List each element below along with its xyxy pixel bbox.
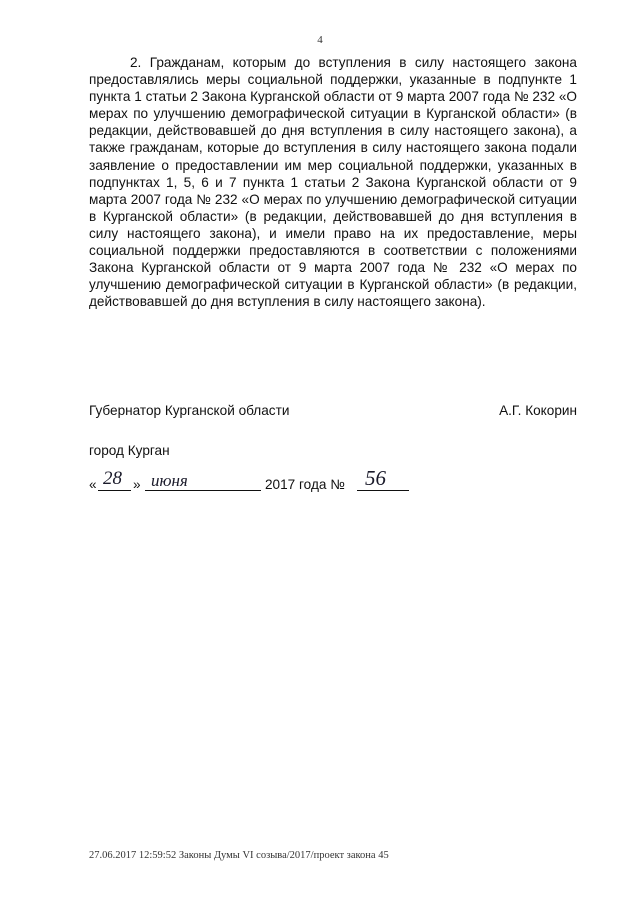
signatory-position: Губернатор Курганской области [89,403,290,418]
close-quote: » [133,477,141,492]
page-number: 4 [317,34,323,46]
signature-block [89,402,577,419]
footer-file-path: 27.06.2017 12:59:52 Законы Думы VI созыва/2017/проект закона 45 [89,850,389,861]
handwritten-day: 28 [103,468,122,489]
handwritten-number: 56 [365,466,386,490]
signatory-name: А.Г. Кокорин [499,403,577,418]
day-underline [98,490,131,491]
handwritten-month: июня [151,471,188,490]
open-quote: « [89,477,97,492]
body-paragraph: 2. Гражданам, которым до вступления в силу настоящего закона предоставлялись меры социальной поддержки, указанные в подпункте 1 пункта 1 статьи 2 Закона Курганской области от 9 марта 2007 года № 232 «О мерах по улучшению демографической ситуации в Курганской области» (в редакции, действовавшей до дня вступления в силу настоящего закона), а также гражданам, которые до вступления в силу настоящего закона подали заявление о предоставлении им мер социальной поддержки, указанных в подпунктах 1, 5, 6 и 7 пункта 1 статьи 2 Закона Курганской области от 9 марта 2007 года № 232 «О мерах по улучшению демографической ситуации в Курганской области» (в редакции, действовавшей до дня вступления в силу настоящего закона), и имели право на их предоставление, меры социальной поддержки предоставляются в соответствии с положениями Закона Курганской области от 9 марта 2007 года № 232 «О мерах по улучшению демографической ситуации в Курганской области» (в редакции, действовавшей до дня вступления в силу настоящего закона). [89,55,577,310]
city-name: город Курган [89,443,170,458]
date-line [89,466,419,494]
year-and-number-label: 2017 года № [265,477,345,492]
